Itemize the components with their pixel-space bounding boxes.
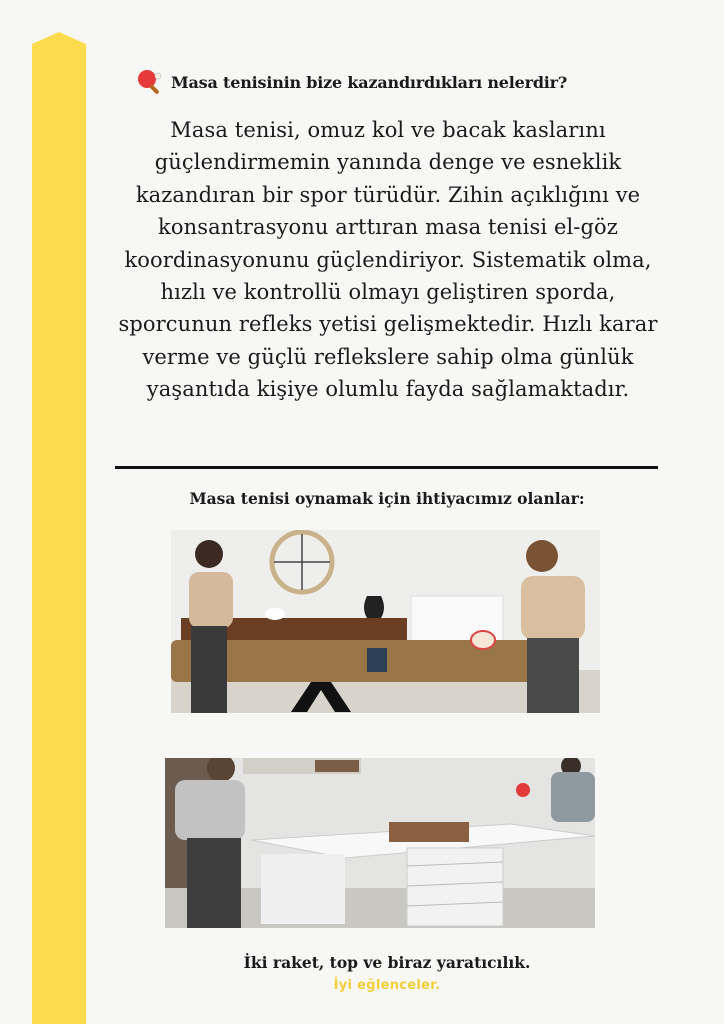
caption: İki raket, top ve biraz yaratıcılık. xyxy=(243,953,531,972)
page-heading: Masa tenisinin bize kazandırdıkları nelerdir? xyxy=(171,72,568,92)
decorative-side-banner xyxy=(32,32,86,1024)
photo-adults-playing-on-white-table xyxy=(165,758,595,928)
ping-pong-paddle-icon xyxy=(135,67,165,97)
heading-row xyxy=(135,66,655,98)
section-subheading: Masa tenisi oynamak için ihtiyacımız olanlar: xyxy=(189,489,585,508)
intro-paragraph: Masa tenisi, omuz kol ve bacak kaslarını güçlendirmemin yanında denge ve esneklik kazandıran bir spor türüdür. Zihin açıklığını ve konsantrasyonu arttıran masa tenisi el-göz koordinasyonunu güçlendiriyor. Sistematik olma, hızlı ve kontrollü olmayı geliştiren sporda, sporcunun refleks yetisi gelişmektedir. Hızlı karar verme ve güçlü reflekslere sahip olma günlük yaşantıda kişiye olumlu fayda sağlamaktadır. xyxy=(118,118,658,402)
signoff: İyi eğlenceler. xyxy=(333,978,441,993)
photo-kids-playing-on-wooden-table xyxy=(171,530,600,713)
divider xyxy=(115,466,658,469)
